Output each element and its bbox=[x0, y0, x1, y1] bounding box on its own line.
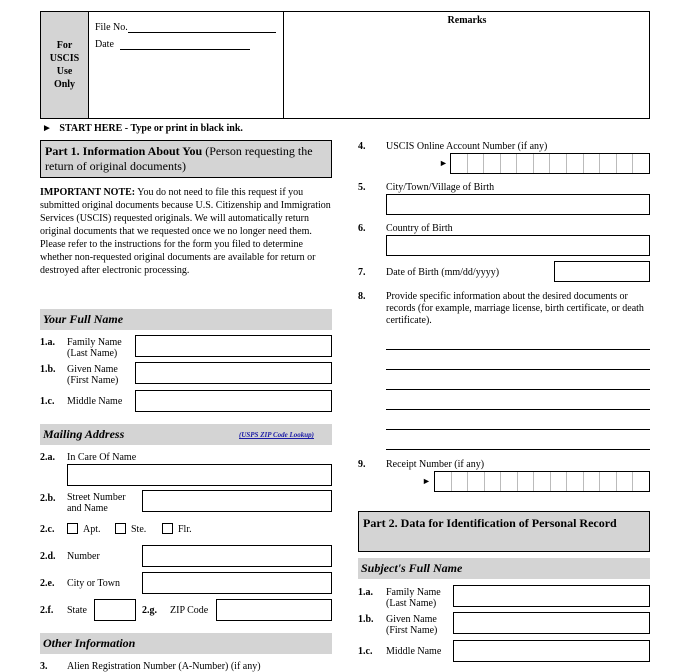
online-account-input[interactable] bbox=[450, 153, 650, 174]
subjects-full-name-heading: Subject's Full Name bbox=[358, 558, 650, 579]
street-input[interactable] bbox=[142, 490, 332, 512]
given-name-input[interactable] bbox=[135, 362, 332, 384]
item-number: 2.e. bbox=[40, 578, 55, 589]
mailing-address-heading: Mailing Address bbox=[40, 424, 332, 445]
item-number: 1.c. bbox=[40, 396, 55, 407]
zip-input[interactable] bbox=[216, 599, 332, 621]
receipt-number-input[interactable] bbox=[434, 471, 650, 492]
documents-info-label: Provide specific information about the desired documents or records (for example, marriage license, birth certificate, or death certificate). bbox=[386, 291, 644, 326]
part2-header: Part 2. Data for Identification of Personal Record bbox=[358, 511, 650, 552]
arrow-icon: ► bbox=[422, 476, 431, 486]
subject-family-name-input[interactable] bbox=[453, 585, 650, 607]
other-information-heading: Other Information bbox=[40, 633, 332, 654]
important-note-text: You do not need to file this request if you submitted original documents because U.S. Citizenship and Immigration Services (USCIS) requested originals. We will automatically return original documents that we requested once we no longer need them. Please refer to the instructions for the form you filed to determine whether non-requested original documents are available for return or destroyed after electronic processing. bbox=[40, 187, 331, 276]
item-number: 9. bbox=[358, 459, 366, 470]
subject-given-name-label: Given Name (First Name) bbox=[386, 614, 438, 636]
item-number: 3. bbox=[40, 661, 48, 672]
important-note bbox=[40, 186, 332, 277]
subject-middle-name-input[interactable] bbox=[453, 640, 650, 662]
item-number: 1.b. bbox=[40, 364, 56, 375]
item-number: 1.b. bbox=[358, 614, 374, 625]
documents-info-line[interactable] bbox=[386, 449, 650, 450]
date-label: Date bbox=[95, 39, 114, 50]
file-no-label: File No. bbox=[95, 22, 128, 33]
number-input[interactable] bbox=[142, 545, 332, 567]
apt-checkbox[interactable] bbox=[67, 523, 78, 534]
ste-label: Ste. bbox=[131, 524, 147, 535]
state-label: State bbox=[67, 605, 87, 616]
zip-label: ZIP Code bbox=[170, 605, 209, 616]
documents-info-line[interactable] bbox=[386, 429, 650, 430]
part1-title: Part 1. Information About You bbox=[45, 144, 203, 158]
item-number: 7. bbox=[358, 267, 366, 278]
item-number: 1.c. bbox=[358, 646, 373, 657]
flr-checkbox[interactable] bbox=[162, 523, 173, 534]
item-number: 6. bbox=[358, 223, 366, 234]
item-number: 2.b. bbox=[40, 493, 56, 504]
care-of-label: In Care Of Name bbox=[67, 452, 137, 463]
documents-info-line[interactable] bbox=[386, 389, 650, 390]
part1-header bbox=[40, 140, 332, 178]
subject-family-name-label: Family Name (Last Name) bbox=[386, 587, 441, 609]
family-name-label: Family Name (Last Name) bbox=[67, 337, 122, 359]
documents-info-line[interactable] bbox=[386, 409, 650, 410]
flr-label: Flr. bbox=[178, 524, 192, 535]
state-input[interactable] bbox=[94, 599, 136, 621]
your-full-name-heading: Your Full Name bbox=[40, 309, 332, 330]
item-number: 1.a. bbox=[358, 587, 373, 598]
item-number: 5. bbox=[358, 182, 366, 193]
online-account-label: USCIS Online Account Number (if any) bbox=[386, 141, 548, 152]
subject-middle-name-label: Middle Name bbox=[386, 646, 442, 657]
city-input[interactable] bbox=[142, 572, 332, 594]
documents-info-line[interactable] bbox=[386, 369, 650, 370]
a-number-label: Alien Registration Number (A-Number) (if any) bbox=[67, 661, 261, 672]
apt-label: Apt. bbox=[83, 524, 101, 535]
city-of-birth-label: City/Town/Village of Birth bbox=[386, 182, 495, 193]
city-of-birth-input[interactable] bbox=[386, 194, 650, 215]
number-label: Number bbox=[67, 551, 100, 562]
middle-name-input[interactable] bbox=[135, 390, 332, 412]
uscis-use-only-label: For USCIS Use Only bbox=[41, 12, 89, 118]
subject-given-name-input[interactable] bbox=[453, 612, 650, 634]
street-label: Street Number and Name bbox=[67, 492, 126, 514]
item-number: 2.a. bbox=[40, 452, 55, 463]
item-number: 1.a. bbox=[40, 337, 55, 348]
receipt-number-label: Receipt Number (if any) bbox=[386, 459, 485, 470]
arrow-icon: ► bbox=[439, 158, 448, 168]
country-of-birth-input[interactable] bbox=[386, 235, 650, 256]
item-number: 2.c. bbox=[40, 524, 55, 535]
middle-name-label: Middle Name bbox=[67, 396, 123, 407]
date-of-birth-input[interactable] bbox=[554, 261, 650, 282]
care-of-input[interactable] bbox=[67, 464, 332, 486]
item-number: 4. bbox=[358, 141, 366, 152]
part1-subtitle: (Person requesting the return of original documents) bbox=[45, 144, 313, 173]
item-number: 8. bbox=[358, 291, 366, 302]
family-name-input[interactable] bbox=[135, 335, 332, 357]
city-label: City or Town bbox=[67, 578, 121, 589]
country-of-birth-label: Country of Birth bbox=[386, 223, 453, 234]
item-number: 2.f. bbox=[40, 605, 54, 616]
date-of-birth-label: Date of Birth (mm/dd/yyyy) bbox=[386, 267, 500, 278]
important-note-heading: IMPORTANT NOTE: bbox=[40, 187, 136, 198]
item-number: 2.d. bbox=[40, 551, 56, 562]
documents-info-line[interactable] bbox=[386, 349, 650, 350]
remarks-label: Remarks bbox=[447, 15, 487, 26]
start-here-instruction: ► START HERE - Type or print in black ink. bbox=[42, 123, 243, 134]
given-name-label: Given Name (First Name) bbox=[67, 364, 119, 386]
date-field[interactable] bbox=[120, 49, 250, 50]
item-number: 2.g. bbox=[142, 605, 157, 616]
file-no-field[interactable] bbox=[128, 32, 276, 33]
usps-zip-lookup-link[interactable]: (USPS ZIP Code Lookup) bbox=[239, 431, 314, 439]
ste-checkbox[interactable] bbox=[115, 523, 126, 534]
